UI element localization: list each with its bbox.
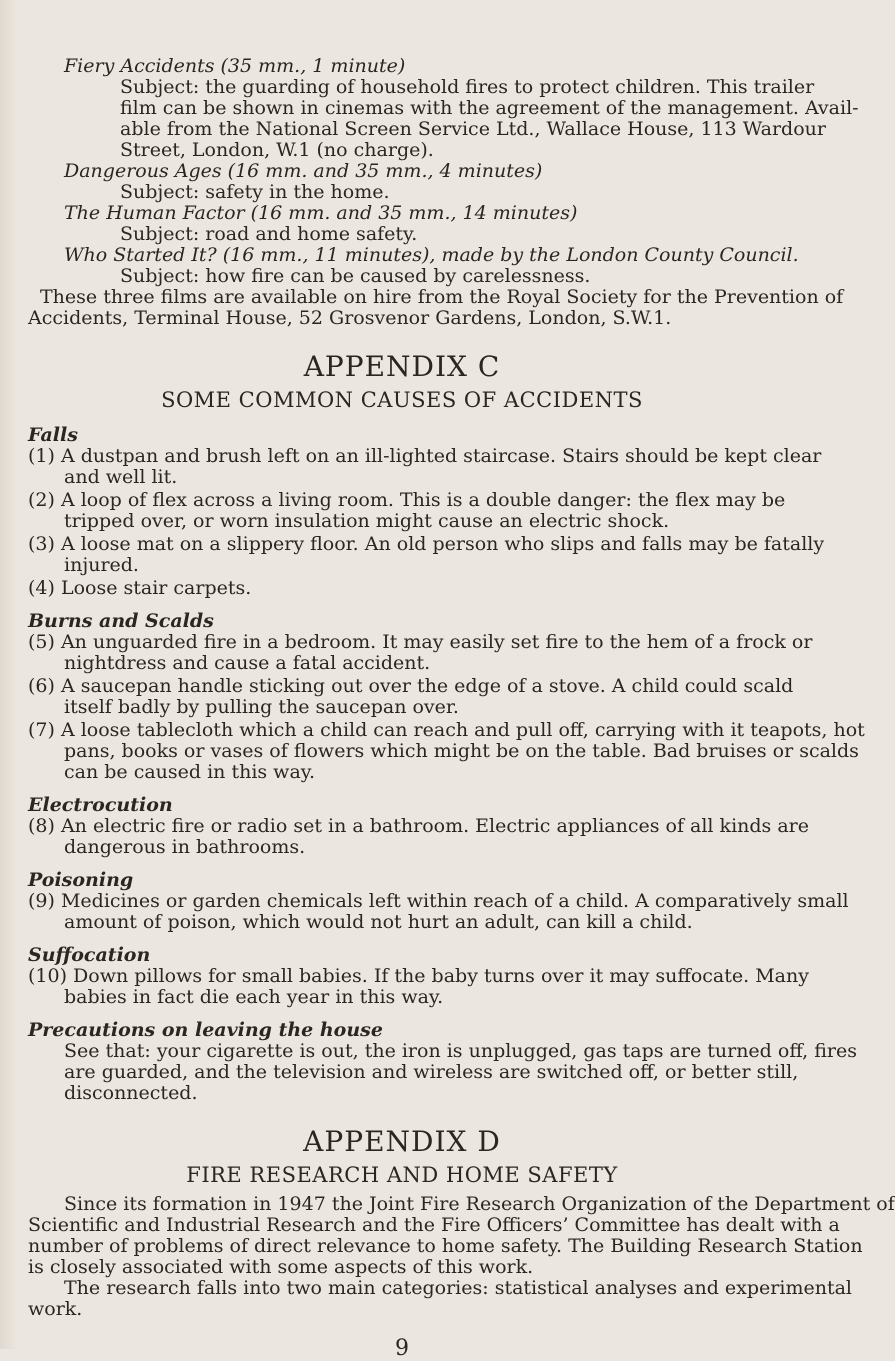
item-line: can be caused in this way. — [64, 761, 316, 783]
item-line: (5) An unguarded fire in a bedroom. It may easily set fire to the hem of a frock or — [28, 631, 813, 653]
page-edge-shadow — [0, 0, 18, 1349]
appendix-d — [28, 1125, 895, 1320]
appendix-d-heading: APPENDIX D — [303, 1125, 501, 1158]
appendix-d-subheading: FIRE RESEARCH AND HOME SAFETY — [186, 1163, 618, 1187]
film-title: Who Started It? — [64, 244, 217, 266]
section-heading: Falls — [28, 424, 78, 446]
film-entry — [28, 55, 859, 161]
section-electrocution — [28, 794, 809, 858]
appendix-c — [28, 350, 865, 1104]
section-heading: Electrocution — [28, 794, 173, 816]
appendix-c-heading: APPENDIX C — [303, 350, 501, 383]
item-line: (1) A dustpan and brush left on an ill-lighted staircase. Stairs should be kept clear — [28, 445, 822, 467]
paragraph-line: is closely associated with some aspects of this work. — [28, 1256, 534, 1278]
item-line: (10) Down pillows for small babies. If the baby turns over it may suffocate. Many — [28, 965, 809, 987]
film-title-line — [28, 203, 776, 224]
item-line: tripped over, or worn insulation might cause an electric shock. — [64, 510, 670, 532]
film-title-line — [28, 161, 776, 182]
film-subject-line: film can be shown in cinemas with the agreement of the management. Avail- — [120, 97, 859, 119]
item-line: (8) An electric fire or radio set in a bathroom. Electric appliances of all kinds are — [28, 815, 809, 837]
section-falls — [28, 424, 825, 599]
film-list — [28, 55, 859, 329]
film-subject-line: Subject: safety in the home. — [120, 181, 390, 203]
film-meta: (16 mm. and 35 mm., 14 minutes) — [244, 202, 578, 224]
paragraph-line: Since its formation in 1947 the Joint Fire Research Organization of the Department of — [64, 1193, 895, 1215]
item-line: dangerous in bathrooms. — [64, 836, 306, 858]
item-line: babies in fact die each year in this way. — [64, 986, 444, 1008]
section-suffocation — [28, 944, 809, 1008]
film-entry — [28, 244, 799, 287]
item-line: (6) A saucepan handle sticking out over the edge of a stove. A child could scald — [28, 675, 794, 697]
section-heading: Burns and Scalds — [28, 610, 214, 632]
film-entry — [28, 203, 776, 245]
section-burns-and-scalds — [28, 610, 865, 783]
film-subject-line: able from the National Screen Service Ltd., Wallace House, 113 Wardour — [120, 118, 826, 140]
item-line: injured. — [64, 554, 139, 576]
film-meta: (16 mm., 11 minutes), made by the London County Council. — [216, 244, 799, 266]
item-line: and well lit. — [64, 466, 178, 488]
item-line: (9) Medicines or garden chemicals left within reach of a child. A comparatively small — [28, 890, 849, 912]
item-line: disconnected. — [64, 1082, 198, 1104]
film-title: Fiery Accidents — [64, 55, 215, 77]
paragraph-line: Scientific and Industrial Research and the Fire Officers’ Committee has dealt with a — [28, 1214, 840, 1236]
item-line: (7) A loose tablecloth which a child can reach and pull off, carrying with it teapots, hot — [28, 719, 865, 741]
film-meta: (16 mm. and 35 mm., 4 minutes) — [221, 160, 543, 182]
section-poisoning — [28, 869, 849, 933]
film-title-line — [28, 244, 799, 266]
item-line: are guarded, and the television and wireless are switched off, or better still, — [64, 1061, 799, 1083]
film-entry — [28, 161, 776, 203]
page-number: 9 — [395, 1336, 409, 1361]
film-subject-line: Subject: the guarding of household fires to protect children. This trailer — [120, 76, 815, 98]
paragraph-line: number of problems of direct relevance to home safety. The Building Research Station — [28, 1235, 863, 1257]
item-line: nightdress and cause a fatal accident. — [64, 652, 431, 674]
section-heading: Poisoning — [28, 869, 134, 891]
item-line: pans, books or vases of flowers which might be on the table. Bad bruises or scalds — [64, 740, 859, 762]
item-line: (4) Loose stair carpets. — [28, 577, 252, 599]
item-line: See that: your cigarette is out, the iron is unplugged, gas taps are turned off, fires — [64, 1040, 857, 1062]
paragraph-line: The research falls into two main categories: statistical analyses and experimental — [64, 1277, 852, 1299]
films-note-line: These three films are available on hire from the Royal Society for the Prevention of — [40, 286, 844, 308]
film-title: Dangerous Ages — [64, 160, 222, 182]
film-title: The Human Factor — [64, 202, 245, 224]
paragraph-line: work. — [28, 1298, 83, 1320]
films-note-line: Accidents, Terminal House, 52 Grosvenor Gardens, London, S.W.1. — [28, 307, 672, 329]
item-line: (2) A loop of flex across a living room. This is a double danger: the flex may be — [28, 489, 786, 511]
film-title-line — [28, 56, 776, 77]
film-meta: (35 mm., 1 minute) — [214, 55, 406, 77]
item-line: amount of poison, which would not hurt an adult, can kill a child. — [64, 911, 693, 933]
section-heading: Suffocation — [28, 944, 151, 966]
film-subject-line: Street, London, W.1 (no charge). — [120, 139, 434, 161]
page-content — [28, 55, 895, 1361]
film-subject-line: Subject: road and home safety. — [120, 223, 418, 245]
item-line: itself badly by pulling the saucepan over. — [64, 696, 459, 718]
item-line: (3) A loose mat on a slippery floor. An old person who slips and falls may be fatally — [28, 533, 825, 555]
appendix-c-subheading: SOME COMMON CAUSES OF ACCIDENTS — [161, 388, 643, 412]
section-precautions — [28, 1019, 857, 1104]
section-heading: Precautions on leaving the house — [28, 1019, 383, 1041]
film-subject-line: Subject: how fire can be caused by carelessness. — [120, 265, 591, 287]
